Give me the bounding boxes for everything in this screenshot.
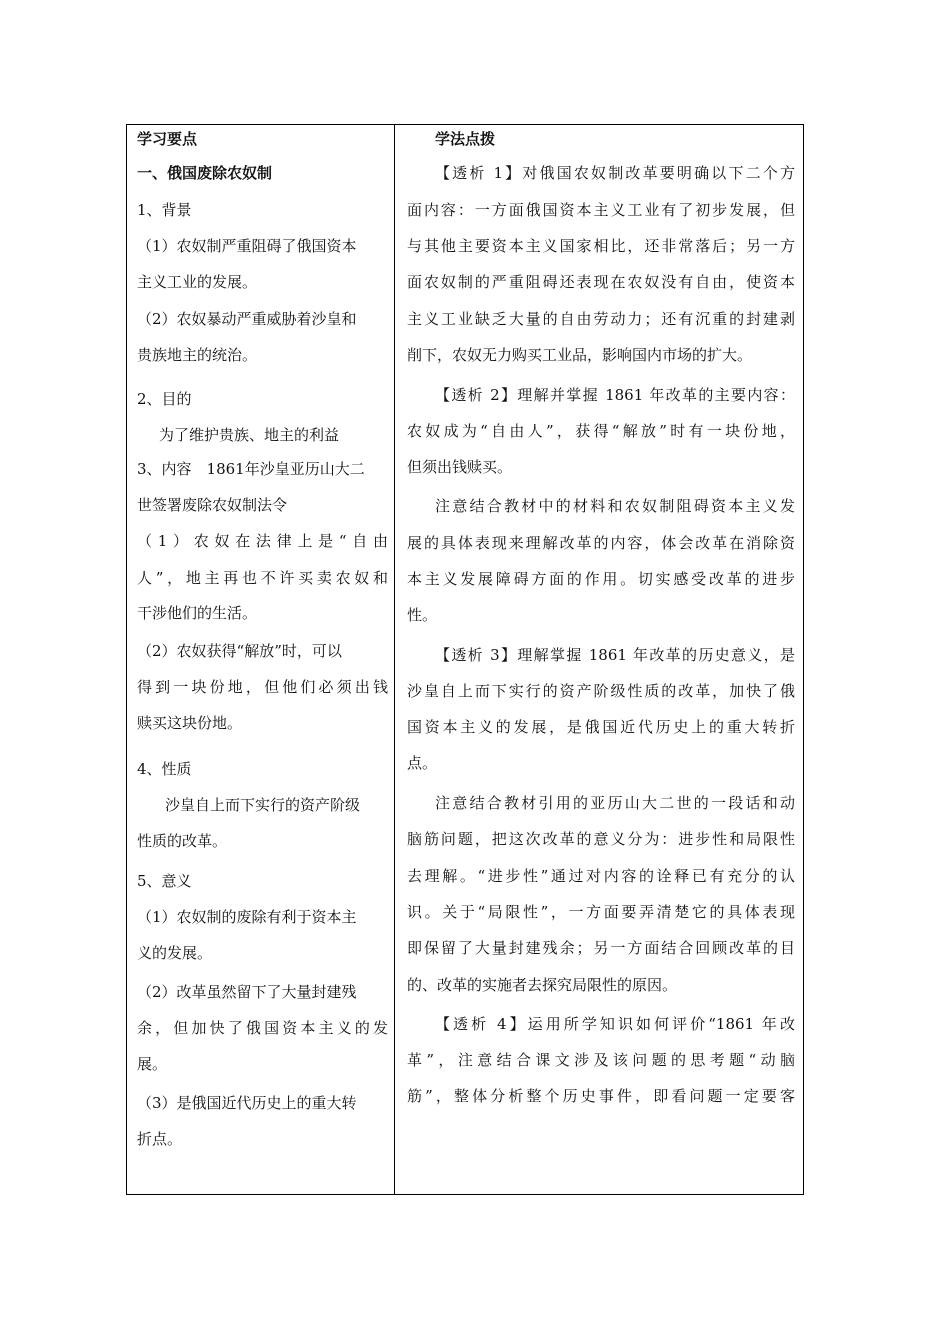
left-line: 余，但加快了俄国资本主义的发 xyxy=(137,1019,388,1037)
left-line: （2）农奴获得“解放”时，可以 xyxy=(137,642,342,660)
right-line: 性。 xyxy=(407,606,438,624)
right-line: 脑筋问题，把这次改革的意义分为：进步性和局限性 xyxy=(407,830,795,848)
left-line: 性质的改革。 xyxy=(137,832,228,850)
right-line: 【透析 1】对俄国农奴制改革要明确以下二个方 xyxy=(435,164,795,182)
left-line: （1）农奴制严重阻碍了俄国资本 xyxy=(137,237,357,255)
right-line: 去理解。“进步性”通过对内容的诠释已有充分的认 xyxy=(407,867,795,885)
left-line: （1）农奴制的废除有利于资本主 xyxy=(137,908,357,926)
right-line: 与其他主要资本主义国家相比，还非常落后；另一方 xyxy=(407,237,795,255)
right-line: 革”，注意结合课文涉及该问题的思考题“动脑 xyxy=(407,1051,795,1069)
right-line: 削下，农奴无力购买工业品，影响国内市场的扩大。 xyxy=(407,346,753,364)
left-line: 5、意义 xyxy=(137,872,192,890)
left-line: 一、俄国废除农奴制 xyxy=(137,164,273,182)
right-line: 的、改革的实施者去探究局限性的原因。 xyxy=(407,976,678,994)
right-line: 【透析 2】理解并掌握 1861 年改革的主要内容： xyxy=(435,386,795,404)
left-line: 贵族地主的统治。 xyxy=(137,346,258,364)
left-line: 得到一块份地，但他们必须出钱 xyxy=(137,678,388,696)
right-line: 即保留了大量封建残余；另一方面结合回顾改革的目 xyxy=(407,939,795,957)
right-line: 点。 xyxy=(407,754,438,772)
left-line: （1）农奴在法律上是“自由 xyxy=(137,532,388,550)
left-line: 人”，地主再也不许买卖农奴和 xyxy=(137,569,388,587)
left-line: （2）农奴暴动严重威胁着沙皇和 xyxy=(137,310,357,328)
left-line: 主义工业的发展。 xyxy=(137,273,258,291)
left-line: 2、目的 xyxy=(137,390,192,408)
right-line: 注意结合教材引用的亚历山大二世的一段话和动 xyxy=(435,794,795,812)
left-line: 义的发展。 xyxy=(137,944,213,962)
right-line: 农奴成为“自由人”，获得“解放”时有一块份地， xyxy=(407,422,795,440)
left-line: 赎买这块份地。 xyxy=(137,714,243,732)
left-line: 折点。 xyxy=(137,1130,183,1148)
right-line: 主义工业缺乏大量的自由劳动力；还有沉重的封建剥 xyxy=(407,310,795,328)
right-line: 识。关于“局限性”，一方面要弄清楚它的具体表现 xyxy=(407,903,795,921)
content-table xyxy=(126,124,804,1195)
right-line: 面农奴制的严重阻碍还表现在农奴没有自由，使资本 xyxy=(407,273,795,291)
left-line: 1、背景 xyxy=(137,201,192,219)
left-line: 世签署废除农奴制法令 xyxy=(137,496,288,514)
right-line: 国资本主义的发展，是俄国近代历史上的重大转折 xyxy=(407,718,795,736)
left-line: （3）是俄国近代历史上的重大转 xyxy=(137,1094,357,1112)
left-line: 4、性质 xyxy=(137,760,192,778)
right-line: 沙皇自上而下实行的资产阶级性质的改革，加快了俄 xyxy=(407,682,795,700)
right-line: 注意结合教材中的材料和农奴制阻碍资本主义发 xyxy=(435,497,795,515)
right-line: 展的具体表现来理解改革的内容，体会改革在消除资 xyxy=(407,534,795,552)
right-line: 本主义发展障碍方面的作用。切实感受改革的进步 xyxy=(407,570,795,588)
column-divider xyxy=(394,125,395,1194)
right-line: 但须出钱赎买。 xyxy=(407,458,513,476)
right-line: 面内容：一方面俄国资本主义工业有了初步发展，但 xyxy=(407,201,795,219)
right-line: 【透析 3】理解掌握 1861 年改革的历史意义，是 xyxy=(435,646,795,664)
left-line: 3、内容 1861年沙皇亚历山大二 xyxy=(137,460,365,478)
left-header: 学习要点 xyxy=(137,130,198,148)
left-line: 为了维护贵族、地主的利益 xyxy=(159,426,340,444)
right-line: 【透析 4】运用所学知识如何评价“1861 年改 xyxy=(435,1015,795,1033)
left-line: 干涉他们的生活。 xyxy=(137,604,258,622)
left-line: （2）改革虽然留下了大量封建残 xyxy=(137,983,357,1001)
right-header: 学法点拨 xyxy=(435,130,496,148)
left-line: 沙皇自上而下实行的资产阶级 xyxy=(165,796,361,814)
left-line: 展。 xyxy=(137,1055,168,1073)
right-line: 筋”，整体分析整个历史事件，即看问题一定要客 xyxy=(407,1087,795,1105)
